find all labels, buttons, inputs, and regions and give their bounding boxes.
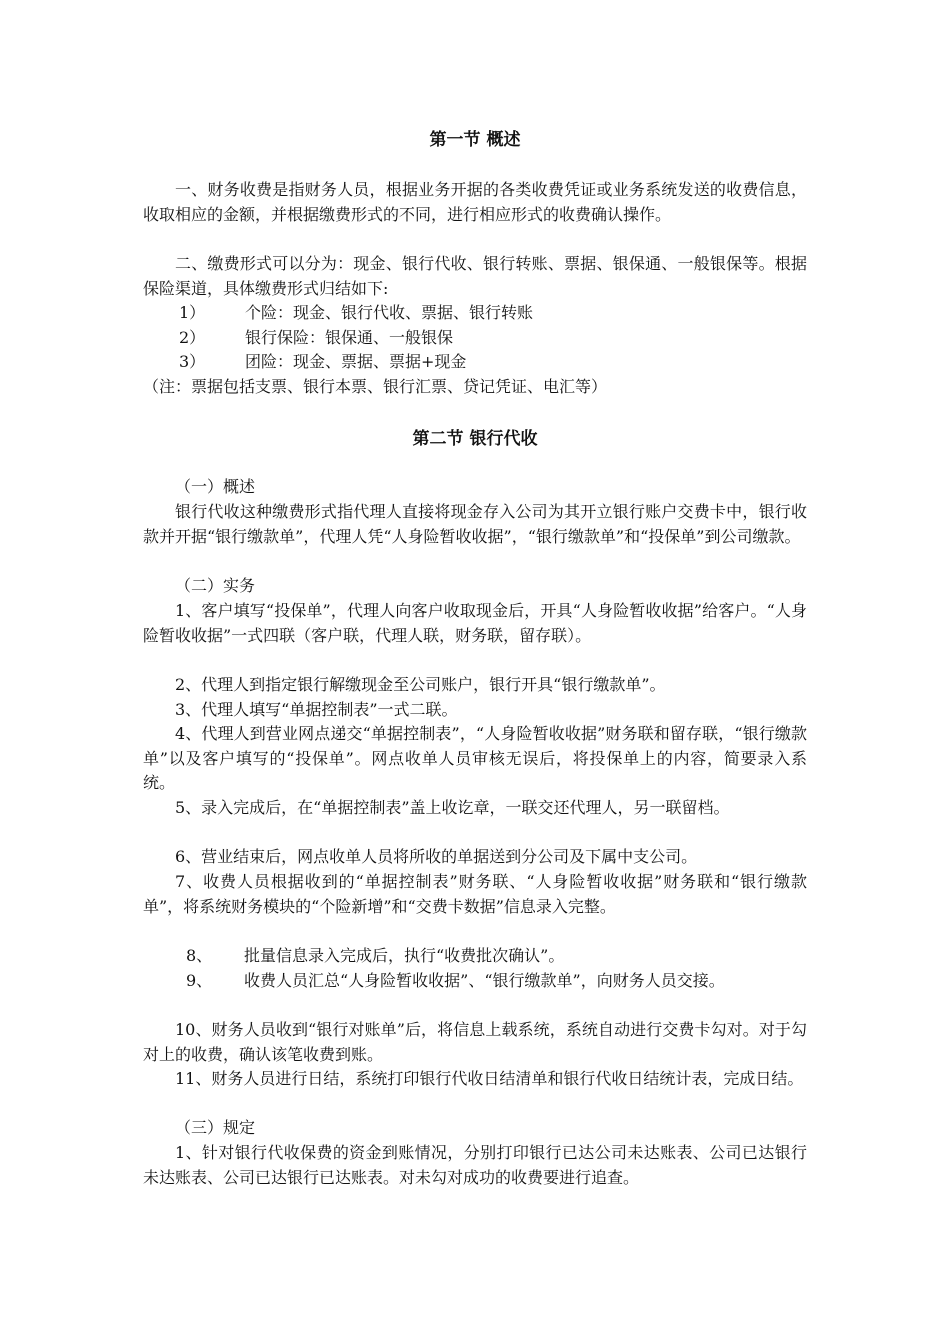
practice-step-2: 2、代理人到指定银行解缴现金至公司账户，银行开具“银行缴款单”。	[175, 675, 666, 694]
practice-step-7: 7、收费人员根据收到的“单据控制表”财务联、“人身险暂收收据”财务联和“银行缴款单”，将系统财务模块的“个险新增”和“交费卡数据”信息录入完整。	[143, 872, 807, 916]
section1-paragraph-1: 一、财务收费是指财务人员，根据业务开据的各类收费凭证或业务系统发送的收费信息，收取相应的金额，并根据缴费形式的不同，进行相应形式的收费确认操作。	[143, 180, 807, 224]
list-item-number: 2）	[179, 328, 206, 347]
subheading-overview: （一）概述	[175, 477, 256, 496]
step-number: 8、	[186, 946, 213, 965]
practice-step-1: 1、客户填写“投保单”，代理人向客户收取现金后，开具“人身险暂收收据”给客户。“人身险暂收收据”一式四联（客户联，代理人联，财务联，留存联）。	[143, 601, 807, 645]
list-item	[179, 326, 453, 351]
practice-step-11: 11、财务人员进行日结，系统打印银行代收日结清单和银行代收日结统计表，完成日结。	[175, 1069, 804, 1088]
subheading-rules: （三）规定	[175, 1118, 256, 1137]
list-item-text: 银行保险：银保通、一般银保	[245, 328, 454, 347]
subheading-practice: （二）实务	[175, 576, 256, 595]
overview-paragraph: 银行代收这种缴费形式指代理人直接将现金存入公司为其开立银行账户交费卡中，银行收款并开据“银行缴款单”，代理人凭“人身险暂收收据”，“银行缴款单”和“投保单”到公司缴款。	[143, 502, 807, 546]
rule-1: 1、针对银行代收保费的资金到账情况，分别打印银行已达公司未达账表、公司已达银行未达账表、公司已达银行已达账表。对未勾对成功的收费要进行追查。	[143, 1143, 807, 1187]
practice-step-5: 5、录入完成后，在“单据控制表”盖上收讫章，一联交还代理人，另一联留档。	[175, 798, 730, 817]
list-item-number: 3）	[179, 352, 206, 371]
list-item	[179, 350, 466, 375]
section2-title: 第二节 银行代收	[412, 429, 538, 449]
practice-step-4: 4、代理人到营业网点递交“单据控制表”，“人身险暂收收据”财务联和留存联，“银行缴款单”以及客户填写的“投保单”。网点收单人员审核无误后，将投保单上的内容，简要录入系统。	[143, 724, 807, 792]
list-item-text: 个险：现金、银行代收、票据、银行转账	[245, 303, 534, 322]
list-item	[179, 301, 533, 326]
section1-paragraph-2: 二、缴费形式可以分为：现金、银行代收、银行转账、票据、银保通、一般银保等。根据保险渠道，具体缴费形式归结如下:	[143, 254, 807, 298]
list-item-number: 1）	[179, 303, 206, 322]
practice-step-3: 3、代理人填写“单据控制表”一式二联。	[175, 700, 458, 719]
step-number: 9、	[186, 971, 213, 990]
section1-note: （注：票据包括支票、银行本票、银行汇票、贷记凭证、电汇等）	[143, 377, 608, 396]
practice-step-6: 6、营业结束后，网点收单人员将所收的单据送到分公司及下属中支公司。	[175, 847, 698, 866]
practice-step-8	[186, 944, 564, 969]
step-text: 批量信息录入完成后，执行“收费批次确认”。	[244, 946, 565, 965]
section1-title: 第一节 概述	[429, 130, 521, 150]
list-item-text: 团险：现金、票据、票据+现金	[245, 352, 467, 371]
practice-step-10: 10、财务人员收到“银行对账单”后，将信息上载系统，系统自动进行交费卡勾对。对于勾对上的收费，确认该笔收费到账。	[143, 1020, 807, 1064]
practice-step-9-text: 收费人员汇总“人身险暂收收据”、“银行缴款单”，向财务人员交接。	[244, 971, 725, 990]
